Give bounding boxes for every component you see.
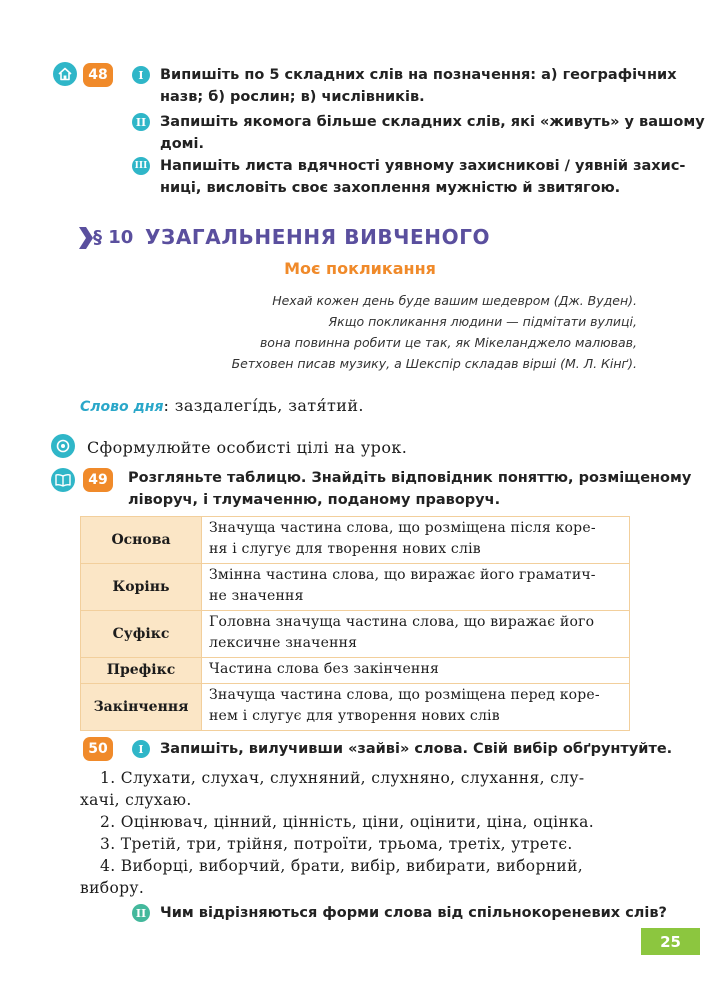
term-cell: Основа [81,517,202,564]
definition-cell [202,517,630,564]
word-list-line: 4. Виборці, виборчий, брати, вибір, вибирати, виборний, [100,857,584,875]
ex50-word-lists [80,767,640,899]
roman-marker-I: I [132,740,150,758]
word-list-line: 1. Слухати, слухач, слухняний, слухняно, слухання, слу- [100,769,585,787]
goals-icon [51,434,75,458]
section-number: § 10 [93,227,134,248]
terms-table [80,516,630,731]
word-list-line: 3. Третій, три, трійня, потроїти, трьома, третіх, утретє. [100,835,573,853]
text-line: ниці, висловіть своє захоплення мужністю й звитягою. [160,180,621,196]
epigraph [180,290,637,374]
goals-text: Сформулюйте особисті цілі на урок. [87,438,408,457]
exercise-number-48: 48 [83,63,113,87]
definition-line: нем і слугує для утворення нових слів [209,708,500,724]
page-number: 25 [641,928,700,955]
word-list-line: хачі, слухаю. [80,791,192,809]
table-row [81,658,630,684]
definition-cell [202,564,630,611]
ex50-task-1: Запишіть, вилучивши «зайві» слова. Свій вибір обґрунтуйте. [160,741,673,757]
word-list-line: вибору. [80,879,145,897]
text-line: Напишіть листа вдячності уявному захисникові / уявній захис- [160,158,686,174]
exercise-number-50: 50 [83,737,113,761]
definition-cell [202,658,630,684]
text-line: Випишіть по 5 складних слів на позначення: а) географічних [160,67,677,83]
table-row [81,684,630,731]
ex48-task-3 [160,155,685,199]
definition-line: лексичне значення [209,635,358,651]
book-icon [51,468,75,492]
definition-line: ня і слугує для творення нових слів [209,541,481,557]
quote-line: Нехай кожен день буде вашим шедевром (Дж. Вуден). [272,293,637,308]
quote-line: Бетховен писав музику, а Шекспір складав вірші (М. Л. Кінґ). [231,356,637,371]
word-of-day-label: Слово дня [80,399,164,415]
ex50-task-2: Чим відрізняються форми слова від спільнокореневих слів? [160,905,667,921]
definition-line: не значення [209,588,304,604]
text-line: Розгляньте таблицю. Знайдіть відповідник поняттю, розміщеному [128,470,692,486]
text-line: ліворуч, і тлумаченню, поданому праворуч. [128,492,501,508]
roman-marker-II: II [132,113,150,131]
definition-cell [202,684,630,731]
definition-line: Частина слова без закінчення [209,661,440,677]
word-of-day [80,396,364,415]
quote-line: Якщо покликання людини — підмітати вулиці, [328,314,637,329]
ex49-task [128,467,691,511]
text-line: Запишіть якомога більше складних слів, які «живуть» у вашому [160,114,705,130]
section-title: УЗАГАЛЬНЕННЯ ВИВЧЕНОГО [145,225,491,249]
home-task-icon [53,62,77,86]
ex48-task-2 [160,111,705,155]
definition-cell [202,611,630,658]
roman-marker-II: II [132,904,150,922]
term-cell: Префікс [81,658,202,684]
quote-line: вона повинна робити це так, як Мікеланджело малював, [259,335,637,350]
term-cell: Корінь [81,564,202,611]
term-cell: Закінчення [81,684,202,731]
definition-line: Змінна частина слова, що виражає його граматич- [209,567,596,583]
term-cell: Суфікс [81,611,202,658]
roman-marker-I: I [132,66,150,84]
definition-line: Головна значуща частина слова, що виражає його [209,614,595,630]
table-row [81,517,630,564]
table-row [81,611,630,658]
section-subtitle: Моє покликання [284,259,436,278]
text-line: назв; б) рослин; в) числівників. [160,89,425,105]
exercise-number-49: 49 [83,468,113,492]
ex48-task-1 [160,64,677,108]
definition-line: Значуща частина слова, що розміщена після коре- [209,520,596,536]
word-list-line: 2. Оцінювач, цінний, цінність, ціни, оцінити, ціна, оцінка. [100,813,594,831]
section-marker-icon [79,227,93,249]
text-line: домі. [160,136,205,152]
word-of-day-words: : заздалегíдь, затя́тий. [163,396,364,415]
definition-line: Значуща частина слова, що розміщена перед коре- [209,687,600,703]
table-row [81,564,630,611]
roman-marker-III: III [132,157,150,175]
